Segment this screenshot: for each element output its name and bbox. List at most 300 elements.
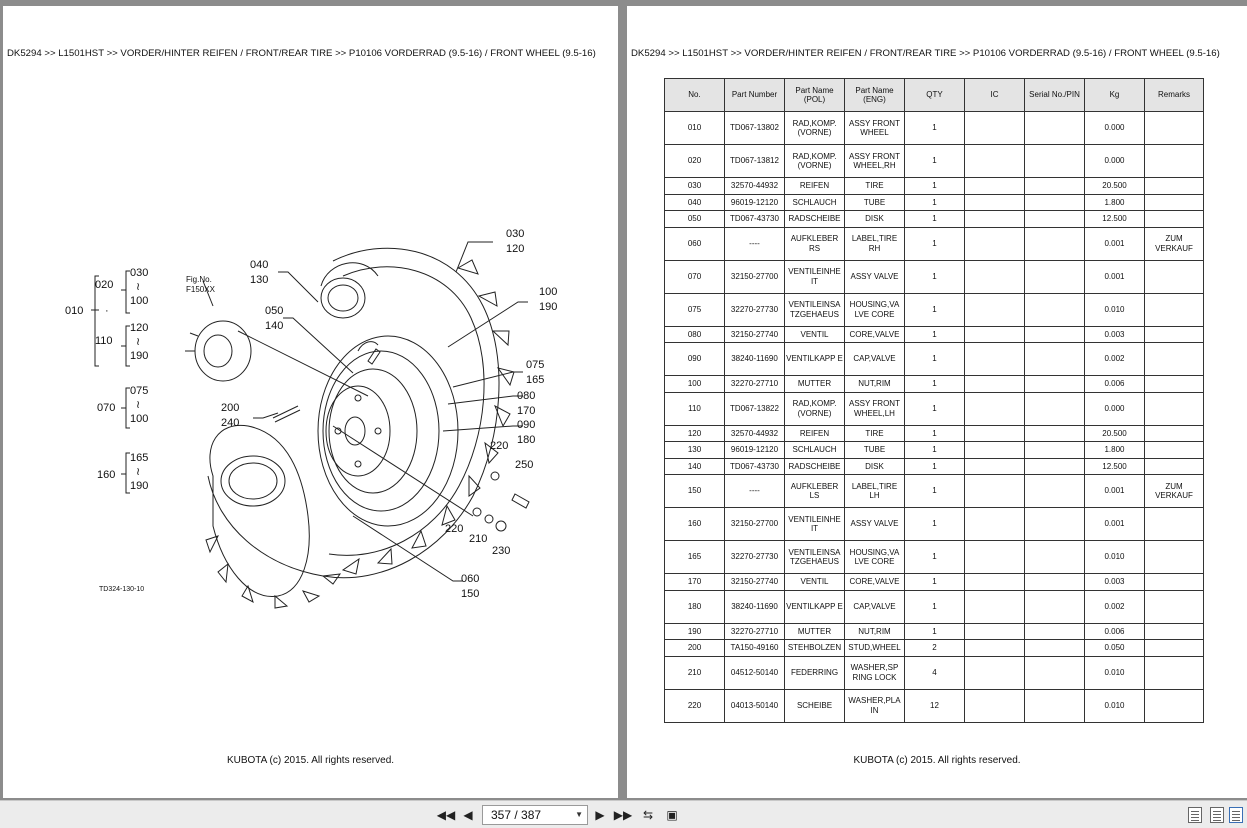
table-row (665, 590, 1204, 623)
callout-190: 190 (539, 301, 558, 313)
cell-serial (1025, 260, 1085, 293)
cell-name-eng: TUBE (845, 442, 905, 459)
cell-kg: 0.010 (1085, 293, 1145, 326)
cell-ic (965, 145, 1025, 178)
cell-remarks (1145, 260, 1204, 293)
cell-remarks: ZUM VERKAUF (1145, 475, 1204, 508)
cell-serial (1025, 640, 1085, 657)
viewer-toolbar (0, 800, 1247, 828)
col-header-remarks: Remarks (1145, 79, 1204, 112)
fit-page-icon[interactable]: ▣ (666, 808, 678, 822)
cell-remarks (1145, 293, 1204, 326)
col-header-part-number: Part Number (725, 79, 785, 112)
cell-serial (1025, 392, 1085, 425)
cell-no: 140 (665, 458, 725, 475)
callout-220-b: 220 (445, 523, 464, 535)
cell-ic (965, 178, 1025, 195)
cell-ic (965, 623, 1025, 640)
table-row (665, 293, 1204, 326)
cell-part-number: 32150-27740 (725, 574, 785, 591)
table-row (665, 145, 1204, 178)
cell-serial (1025, 145, 1085, 178)
cell-no: 050 (665, 211, 725, 228)
cell-name-eng: NUT,RIM (845, 376, 905, 393)
cell-no: 210 (665, 656, 725, 689)
cell-qty: 1 (905, 260, 965, 293)
cell-ic (965, 640, 1025, 657)
cell-name-eng: CORE,VALVE (845, 574, 905, 591)
cell-no: 220 (665, 689, 725, 722)
fig-no-value: F150XX (186, 285, 215, 294)
cell-ic (965, 293, 1025, 326)
cell-serial (1025, 689, 1085, 722)
cell-qty: 1 (905, 211, 965, 228)
cell-name-eng: ASSY VALVE (845, 508, 905, 541)
cell-part-number: 32570-44932 (725, 178, 785, 195)
cell-no: 130 (665, 442, 725, 459)
cell-name-pol: SCHLAUCH (785, 194, 845, 211)
cell-name-pol: VENTIL (785, 574, 845, 591)
table-row (665, 689, 1204, 722)
callout-240: 240 (221, 417, 240, 429)
legend-tilde-3: ≀ (136, 399, 141, 411)
legend-165: 165 (130, 452, 149, 464)
cell-qty: 1 (905, 326, 965, 343)
table-row (665, 227, 1204, 260)
cell-qty: 1 (905, 227, 965, 260)
cell-part-number: 32150-27700 (725, 260, 785, 293)
prev-page-icon[interactable]: ◀ (463, 808, 473, 822)
cell-serial (1025, 343, 1085, 376)
cell-serial (1025, 442, 1085, 459)
cell-ic (965, 656, 1025, 689)
cell-name-eng: DISK (845, 211, 905, 228)
cell-qty: 1 (905, 458, 965, 475)
legend-dot: · (105, 305, 109, 317)
cell-name-eng: TUBE (845, 194, 905, 211)
cell-part-number: 04013-50140 (725, 689, 785, 722)
cell-serial (1025, 475, 1085, 508)
cell-name-eng: DISK (845, 458, 905, 475)
table-row (665, 574, 1204, 591)
cell-serial (1025, 508, 1085, 541)
fig-no-label: Fig.No. (186, 275, 212, 284)
cell-qty: 1 (905, 194, 965, 211)
cell-part-number: 32150-27700 (725, 508, 785, 541)
cell-name-eng: LABEL,TIRE LH (845, 475, 905, 508)
cell-serial (1025, 227, 1085, 260)
cell-no: 170 (665, 574, 725, 591)
cell-remarks: ZUM VERKAUF (1145, 227, 1204, 260)
cell-part-number: ---- (725, 475, 785, 508)
cell-no: 190 (665, 623, 725, 640)
cell-part-number: 04512-50140 (725, 656, 785, 689)
cell-kg: 0.000 (1085, 112, 1145, 145)
cell-kg: 0.002 (1085, 590, 1145, 623)
next-page-icon[interactable]: ▶ (595, 808, 605, 822)
cell-remarks (1145, 442, 1204, 459)
cell-name-pol: RAD,KOMP. (VORNE) (785, 145, 845, 178)
cell-serial (1025, 211, 1085, 228)
legend-160: 160 (97, 469, 116, 481)
single-page-view-icon[interactable] (1188, 807, 1202, 823)
callout-040: 040 (250, 259, 269, 271)
callout-050: 050 (265, 305, 284, 317)
cell-part-number: 38240-11690 (725, 343, 785, 376)
cell-no: 200 (665, 640, 725, 657)
cell-remarks (1145, 343, 1204, 376)
cell-no: 075 (665, 293, 725, 326)
cell-remarks (1145, 458, 1204, 475)
cell-kg: 0.006 (1085, 376, 1145, 393)
diagram-page (3, 6, 618, 798)
cell-name-pol: VENTILKAPP E (785, 590, 845, 623)
cell-no: 070 (665, 260, 725, 293)
cell-kg: 0.010 (1085, 656, 1145, 689)
cell-ic (965, 343, 1025, 376)
col-header-qty: QTY (905, 79, 965, 112)
col-header-name-eng: Part Name (ENG) (845, 79, 905, 112)
cell-name-eng: NUT,RIM (845, 623, 905, 640)
cell-name-pol: AUFKLEBER LS (785, 475, 845, 508)
cell-name-eng: TIRE (845, 178, 905, 195)
page-breadcrumb: DK5294 >> L1501HST >> VORDER/HINTER REIFEN / FRONT/REAR TIRE >> P10106 VORDERRAD (9.5-16) / FRONT WHEEL (9.5-16) (631, 48, 1220, 59)
cell-name-pol: STEHBOLZEN (785, 640, 845, 657)
cell-kg: 0.000 (1085, 392, 1145, 425)
cell-remarks (1145, 376, 1204, 393)
legend-010: 010 (65, 305, 84, 317)
cell-part-number: TD067-13822 (725, 392, 785, 425)
cell-remarks (1145, 211, 1204, 228)
legend-tilde-1: ≀ (136, 281, 141, 293)
cell-serial (1025, 623, 1085, 640)
col-header-no: No. (665, 79, 725, 112)
cell-ic (965, 392, 1025, 425)
callout-150: 150 (461, 588, 480, 600)
table-row (665, 425, 1204, 442)
col-header-kg: Kg (1085, 79, 1145, 112)
cell-ic (965, 376, 1025, 393)
cell-remarks (1145, 425, 1204, 442)
cell-no: 100 (665, 376, 725, 393)
callout-130: 130 (250, 274, 269, 286)
col-header-ic: IC (965, 79, 1025, 112)
cell-ic (965, 574, 1025, 591)
cell-kg: 1.800 (1085, 442, 1145, 459)
exploded-wheel-diagram (3, 6, 618, 798)
table-row (665, 392, 1204, 425)
cell-kg: 0.003 (1085, 574, 1145, 591)
cell-kg: 12.500 (1085, 211, 1145, 228)
cell-qty: 1 (905, 442, 965, 459)
drawing-code: TD324-130-10 (99, 586, 145, 593)
callout-170: 170 (517, 405, 536, 417)
page-number-input[interactable] (482, 805, 588, 825)
table-header-row (665, 79, 1204, 112)
cell-name-eng: HOUSING,VA LVE CORE (845, 293, 905, 326)
cell-name-eng: TIRE (845, 425, 905, 442)
table-row (665, 442, 1204, 459)
cell-name-eng: WASHER,SP RING LOCK (845, 656, 905, 689)
table-row (665, 194, 1204, 211)
cell-remarks (1145, 194, 1204, 211)
legend-030: 030 (130, 267, 149, 279)
legend-190b: 190 (130, 480, 149, 492)
continuous-view-icon[interactable] (1210, 807, 1224, 823)
cell-no: 010 (665, 112, 725, 145)
cell-qty: 1 (905, 112, 965, 145)
callout-200: 200 (221, 402, 240, 414)
cell-name-eng: ASSY FRONT WHEEL,RH (845, 145, 905, 178)
table-row (665, 343, 1204, 376)
table-row (665, 376, 1204, 393)
cell-no: 030 (665, 178, 725, 195)
cell-name-pol: RADSCHEIBE (785, 211, 845, 228)
cell-qty: 4 (905, 656, 965, 689)
cell-qty: 1 (905, 343, 965, 376)
rotate-icon[interactable]: ⇆ (642, 808, 654, 822)
cell-name-pol: RADSCHEIBE (785, 458, 845, 475)
cell-part-number: TD067-13812 (725, 145, 785, 178)
callout-210: 210 (469, 533, 488, 545)
cell-name-eng: CORE,VALVE (845, 326, 905, 343)
cell-no: 165 (665, 541, 725, 574)
cell-no: 090 (665, 343, 725, 376)
cell-remarks (1145, 623, 1204, 640)
cell-serial (1025, 376, 1085, 393)
legend-120: 120 (130, 322, 149, 334)
cell-no: 180 (665, 590, 725, 623)
cell-qty: 1 (905, 392, 965, 425)
page-footer-copyright: KUBOTA (c) 2015. All rights reserved. (226, 755, 395, 766)
cell-part-number: 32270-27710 (725, 623, 785, 640)
cell-no: 060 (665, 227, 725, 260)
callout-230: 230 (492, 545, 511, 557)
cell-no: 120 (665, 425, 725, 442)
cell-qty: 1 (905, 475, 965, 508)
cell-name-pol: REIFEN (785, 425, 845, 442)
cell-qty: 1 (905, 376, 965, 393)
cell-kg: 1.800 (1085, 194, 1145, 211)
cell-qty: 1 (905, 508, 965, 541)
cell-name-eng: ASSY VALVE (845, 260, 905, 293)
page-footer-copyright: KUBOTA (c) 2015. All rights reserved. (853, 755, 1021, 766)
cell-remarks (1145, 574, 1204, 591)
cell-name-eng: WASHER,PLA IN (845, 689, 905, 722)
callout-060: 060 (461, 573, 480, 585)
chevron-down-icon[interactable]: ▼ (575, 810, 583, 819)
col-header-name-pol: Part Name (POL) (785, 79, 845, 112)
cell-remarks (1145, 640, 1204, 657)
cell-no: 020 (665, 145, 725, 178)
cell-no: 040 (665, 194, 725, 211)
cell-name-pol: RAD,KOMP. (VORNE) (785, 392, 845, 425)
table-row (665, 326, 1204, 343)
parts-table-body (665, 112, 1204, 723)
cell-ic (965, 475, 1025, 508)
callout-250: 250 (515, 459, 534, 471)
cell-name-pol: VENTILKAPP E (785, 343, 845, 376)
page-breadcrumb: DK5294 >> L1501HST >> VORDER/HINTER REIFEN / FRONT/REAR TIRE >> P10106 VORDERRAD (9.5-16) / FRONT WHEEL (9.5-16) (7, 48, 596, 59)
first-page-icon[interactable]: ◀◀ (436, 808, 456, 822)
callout-080: 080 (517, 390, 536, 402)
cell-part-number: 96019-12120 (725, 194, 785, 211)
cell-name-eng: CAP,VALVE (845, 590, 905, 623)
cell-kg: 0.003 (1085, 326, 1145, 343)
cell-kg: 0.001 (1085, 508, 1145, 541)
cell-name-pol: MUTTER (785, 376, 845, 393)
cell-name-pol: SCHLAUCH (785, 442, 845, 459)
table-row (665, 475, 1204, 508)
cell-ic (965, 590, 1025, 623)
cell-serial (1025, 326, 1085, 343)
cell-ic (965, 326, 1025, 343)
cell-ic (965, 227, 1025, 260)
callout-180: 180 (517, 434, 536, 446)
cell-qty: 1 (905, 623, 965, 640)
callout-120: 120 (506, 243, 525, 255)
cell-ic (965, 425, 1025, 442)
facing-view-icon[interactable] (1229, 807, 1243, 823)
last-page-icon[interactable]: ▶▶ (613, 808, 633, 822)
cell-serial (1025, 656, 1085, 689)
cell-remarks (1145, 508, 1204, 541)
cell-qty: 1 (905, 178, 965, 195)
cell-name-eng: ASSY FRONT WHEEL,LH (845, 392, 905, 425)
cell-name-pol: RAD,KOMP. (VORNE) (785, 112, 845, 145)
cell-remarks (1145, 392, 1204, 425)
cell-serial (1025, 293, 1085, 326)
table-row (665, 623, 1204, 640)
cell-remarks (1145, 656, 1204, 689)
callout-090: 090 (517, 419, 536, 431)
cell-no: 080 (665, 326, 725, 343)
legend-tilde-4: ≀ (136, 466, 141, 478)
cell-kg: 20.500 (1085, 425, 1145, 442)
callout-140: 140 (265, 320, 284, 332)
legend-tilde-2: ≀ (136, 336, 141, 348)
cell-no: 150 (665, 475, 725, 508)
cell-name-pol: MUTTER (785, 623, 845, 640)
cell-name-eng: STUD,WHEEL (845, 640, 905, 657)
cell-serial (1025, 590, 1085, 623)
cell-ic (965, 541, 1025, 574)
cell-qty: 1 (905, 293, 965, 326)
cell-part-number: 32150-27740 (725, 326, 785, 343)
cell-remarks (1145, 541, 1204, 574)
cell-serial (1025, 425, 1085, 442)
cell-qty: 2 (905, 640, 965, 657)
cell-name-pol: FEDERRING (785, 656, 845, 689)
cell-remarks (1145, 590, 1204, 623)
parts-list-page (627, 6, 1247, 798)
table-row (665, 112, 1204, 145)
legend-070: 070 (97, 402, 116, 414)
cell-part-number: TD067-43730 (725, 458, 785, 475)
table-row (665, 508, 1204, 541)
cell-part-number: 32570-44932 (725, 425, 785, 442)
cell-qty: 1 (905, 590, 965, 623)
cell-kg: 0.001 (1085, 475, 1145, 508)
table-row (665, 260, 1204, 293)
cell-kg: 0.001 (1085, 227, 1145, 260)
cell-no: 160 (665, 508, 725, 541)
table-row (665, 178, 1204, 195)
cell-qty: 1 (905, 425, 965, 442)
cell-name-eng: CAP,VALVE (845, 343, 905, 376)
cell-qty: 1 (905, 145, 965, 178)
callout-100: 100 (539, 286, 558, 298)
cell-ic (965, 508, 1025, 541)
callout-030: 030 (506, 228, 525, 240)
cell-name-eng: ASSY FRONT WHEEL (845, 112, 905, 145)
cell-part-number: 32270-27730 (725, 293, 785, 326)
cell-qty: 12 (905, 689, 965, 722)
cell-part-number: 32270-27730 (725, 541, 785, 574)
cell-remarks (1145, 112, 1204, 145)
cell-name-pol: AUFKLEBER RS (785, 227, 845, 260)
cell-qty: 1 (905, 541, 965, 574)
cell-no: 110 (665, 392, 725, 425)
legend-100b: 100 (130, 413, 149, 425)
cell-ic (965, 211, 1025, 228)
cell-name-pol: REIFEN (785, 178, 845, 195)
legend-190: 190 (130, 350, 149, 362)
table-row (665, 211, 1204, 228)
cell-kg: 0.002 (1085, 343, 1145, 376)
legend-020: 020 (95, 279, 114, 291)
table-row (665, 656, 1204, 689)
cell-kg: 0.001 (1085, 260, 1145, 293)
table-row (665, 541, 1204, 574)
cell-serial (1025, 112, 1085, 145)
cell-name-pol: VENTIL (785, 326, 845, 343)
cell-kg: 0.010 (1085, 689, 1145, 722)
cell-part-number: 38240-11690 (725, 590, 785, 623)
cell-qty: 1 (905, 574, 965, 591)
cell-remarks (1145, 145, 1204, 178)
cell-kg: 0.050 (1085, 640, 1145, 657)
cell-name-pol: SCHEIBE (785, 689, 845, 722)
callout-075: 075 (526, 359, 545, 371)
cell-serial (1025, 194, 1085, 211)
page-indicator: 357 / 387 (491, 808, 542, 822)
table-row (665, 458, 1204, 475)
legend-075: 075 (130, 385, 149, 397)
cell-kg: 12.500 (1085, 458, 1145, 475)
cell-kg: 0.000 (1085, 145, 1145, 178)
cell-part-number: 32270-27710 (725, 376, 785, 393)
cell-remarks (1145, 178, 1204, 195)
cell-kg: 0.006 (1085, 623, 1145, 640)
cell-name-pol: VENTILEINHE IT (785, 508, 845, 541)
cell-ic (965, 442, 1025, 459)
cell-name-eng: HOUSING,VA LVE CORE (845, 541, 905, 574)
cell-part-number: ---- (725, 227, 785, 260)
cell-remarks (1145, 326, 1204, 343)
cell-name-pol: VENTILEINSA TZGEHAEUS (785, 293, 845, 326)
cell-serial (1025, 541, 1085, 574)
legend-100: 100 (130, 295, 149, 307)
cell-name-eng: LABEL,TIRE RH (845, 227, 905, 260)
cell-ic (965, 260, 1025, 293)
cell-serial (1025, 178, 1085, 195)
cell-remarks (1145, 689, 1204, 722)
cell-name-pol: VENTILEINSA TZGEHAEUS (785, 541, 845, 574)
parts-table (664, 78, 1204, 723)
legend-110: 110 (95, 335, 113, 347)
table-row (665, 640, 1204, 657)
